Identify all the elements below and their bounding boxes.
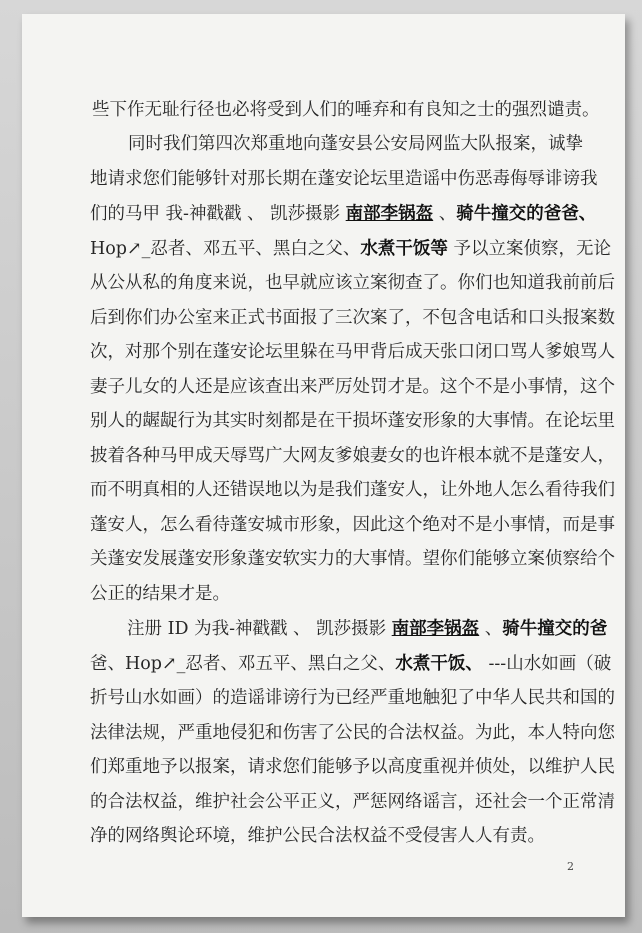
text-line xyxy=(90,204,597,224)
text-segment: ---山水如画（破 xyxy=(482,654,612,674)
text-segment: 爸、Hop↗_忍者、邓五平、黑白之父、 xyxy=(90,654,396,674)
text-segment: 予以立案侦察，无论 xyxy=(447,239,611,259)
bold-name: 骑牛撞交的爸 xyxy=(502,619,608,639)
document-page xyxy=(22,14,625,917)
text-line xyxy=(127,619,608,639)
text-line xyxy=(90,654,612,674)
text-segment: 别人的龌龊行为其实时刻都是在干损坏蓬安形象的大事情。在论坛里 xyxy=(90,411,615,431)
text-segment: 同时我们第四次郑重地向蓬安县公安局网监大队报案，诚挚 xyxy=(128,134,583,154)
text-segment: 从公从私的角度来说，也早就应该立案彻查了。你们也知道我前前后 xyxy=(90,273,615,293)
text-line xyxy=(90,549,615,569)
text-segment: 次，对那个别在蓬安论坛里躲在马甲背后成天张口闭口骂人爹娘骂人 xyxy=(90,342,615,362)
text-line xyxy=(90,169,598,189)
text-line xyxy=(90,342,615,362)
text-line xyxy=(90,308,615,328)
text-line xyxy=(90,377,615,397)
text-segment: 披着各种马甲成天辱骂广大网友爹娘妻女的也许根本就不是蓬安人， xyxy=(90,446,615,466)
text-line xyxy=(90,411,615,431)
text-line xyxy=(90,446,615,466)
text-line xyxy=(90,273,615,293)
text-line xyxy=(90,515,615,535)
text-line xyxy=(90,792,615,812)
text-segment: 们的马甲 我-神戳戳 、 凯莎摄影 xyxy=(90,204,346,224)
text-segment: 的合法权益，维护社会公平正义，严惩网络谣言，还社会一个正常清 xyxy=(90,792,615,812)
text-segment: 妻子儿女的人还是应该查出来严厉处罚才是。这个不是小事情，这个 xyxy=(90,377,615,397)
bold-name: 水煮干饭、 xyxy=(395,654,483,674)
text-segment: 关蓬安发展蓬安形象蓬安软实力的大事情。望你们能够立案侦察给个 xyxy=(90,549,615,569)
text-segment: 、 xyxy=(479,619,503,639)
text-line xyxy=(92,100,600,120)
text-line xyxy=(90,757,615,777)
text-segment: 公正的结果才是。 xyxy=(90,584,230,604)
text-segment: 法律法规，严重地侵犯和伤害了公民的合法权益。为此，本人特向您 xyxy=(90,723,615,743)
text-line xyxy=(128,134,583,154)
text-line xyxy=(90,584,550,604)
text-segment: 们郑重地予以报案，请求您们能够予以高度重视并侦处，以维护人民 xyxy=(90,757,615,777)
text-segment: 折号山水如画）的造谣诽谤行为已经严重地触犯了中华人民共和国的 xyxy=(90,688,615,708)
text-segment: 净的网络舆论环境，维护公民合法权益不受侵害人人有责。 xyxy=(90,826,545,846)
text-line xyxy=(90,239,611,259)
text-segment: 地请求您们能够针对那长期在蓬安论坛里造谣中伤恶毒侮辱诽谤我 xyxy=(90,169,598,189)
bold-name: 骑牛撞交的爸爸、 xyxy=(456,204,597,224)
text-segment: 蓬安人，怎么看待蓬安城市形象，因此这个绝对不是小事情，而是事 xyxy=(90,515,615,535)
text-segment: 注册 ID 为我-神戳戳 、 凯莎摄影 xyxy=(127,619,392,639)
text-segment: 、 xyxy=(433,204,457,224)
bold-name-underlined: 南部李锅盔 xyxy=(391,619,480,639)
bold-name-underlined: 南部李锅盔 xyxy=(345,204,434,224)
text-line xyxy=(90,826,550,846)
text-segment: 而不明真相的人还错误地以为是我们蓬安人，让外地人怎么看待我们 xyxy=(90,480,615,500)
bold-name: 水煮干饭等 xyxy=(360,239,448,259)
text-segment: 些下作无耻行径也必将受到人们的唾弃和有良知之士的强烈谴责。 xyxy=(92,100,600,120)
text-segment: Hop↗_忍者、邓五平、黑白之父、 xyxy=(90,239,361,259)
text-segment: 后到你们办公室来正式书面报了三次案了，不包含电话和口头报案数 xyxy=(90,308,615,328)
text-line xyxy=(90,688,615,708)
text-line xyxy=(90,723,615,743)
text-line xyxy=(90,480,615,500)
page-number: 2 xyxy=(567,860,574,873)
